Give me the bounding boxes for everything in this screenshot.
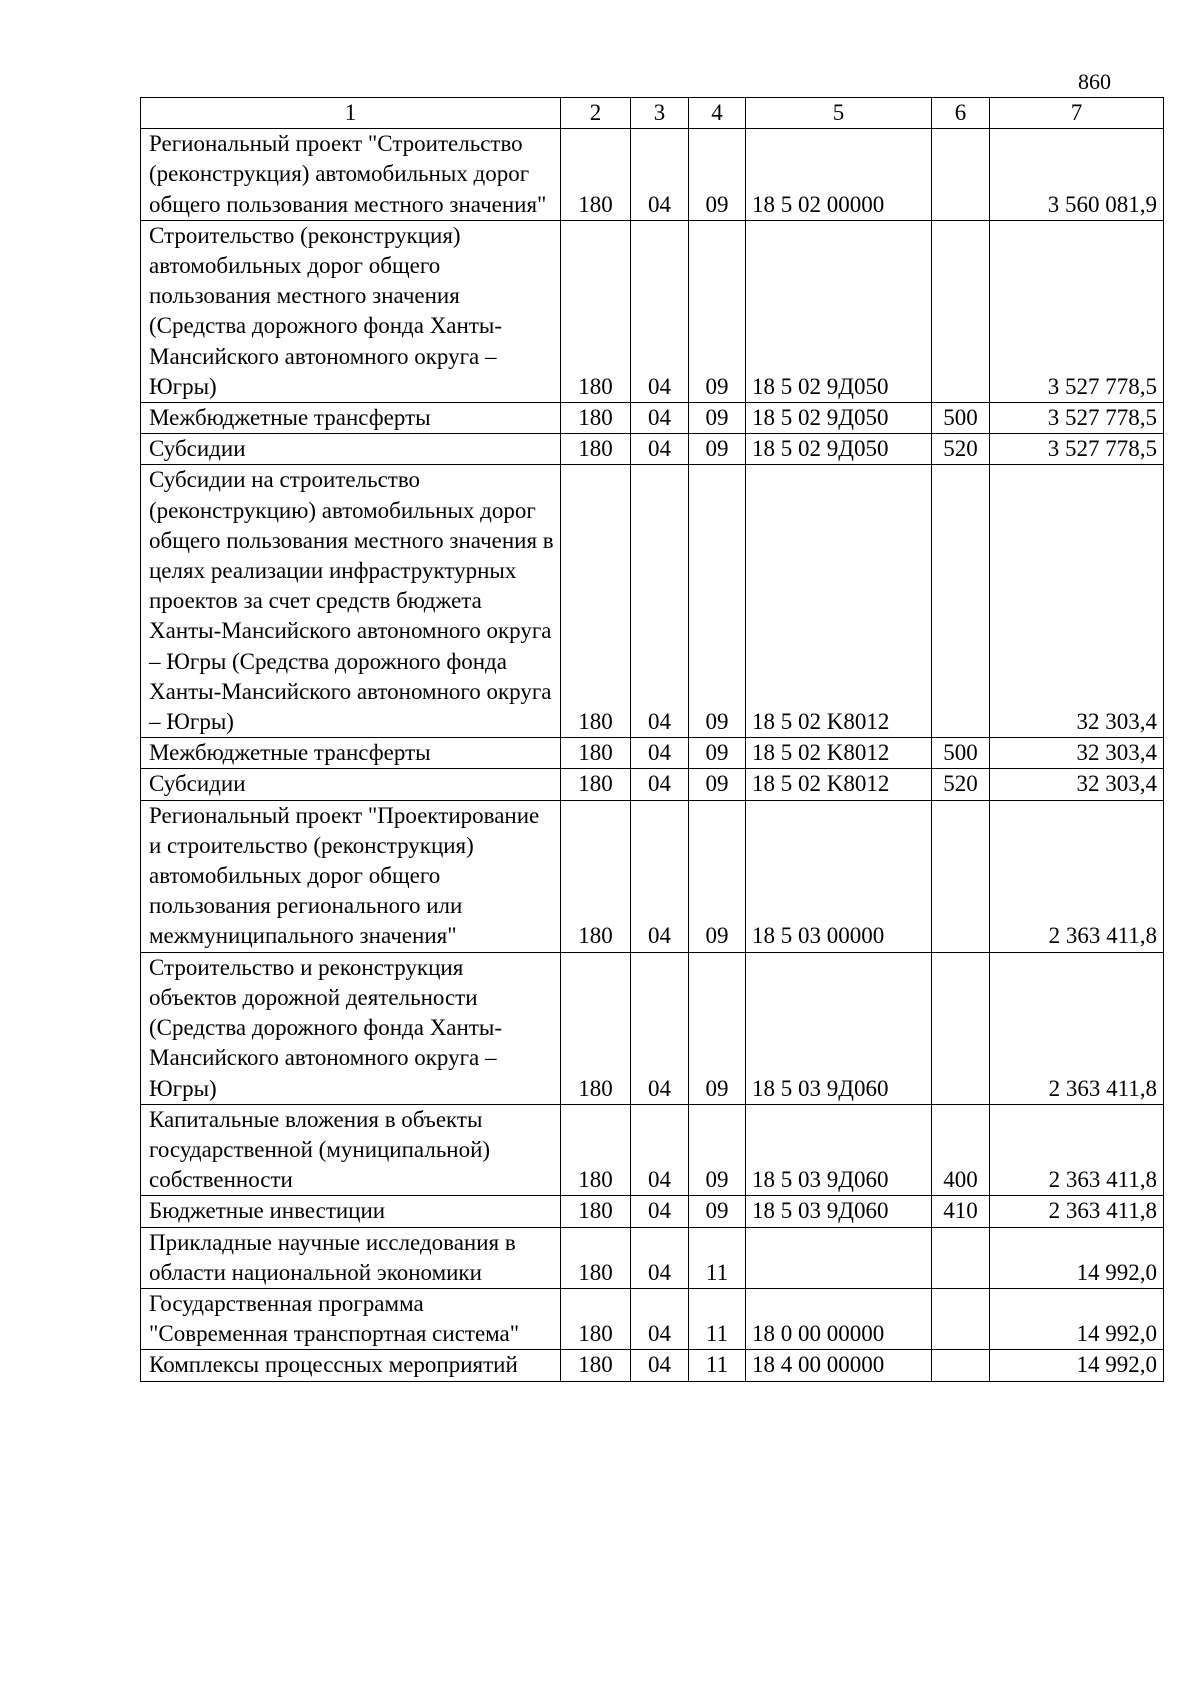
row-rz: 04: [631, 465, 689, 738]
row-name: Межбюджетные трансферты: [141, 403, 561, 434]
row-sum: 3 560 081,9: [990, 129, 1164, 221]
row-pr: 09: [689, 1104, 746, 1196]
row-csr: 18 5 03 9Д060: [746, 1196, 932, 1227]
row-rz: 04: [631, 434, 689, 465]
row-csr: 18 5 02 9Д050: [746, 220, 932, 402]
row-pr: 09: [689, 738, 746, 769]
row-vr: [932, 800, 990, 952]
row-rz: 04: [631, 1350, 689, 1381]
row-ved: 180: [561, 1350, 631, 1381]
row-name: Прикладные научные исследования в области национальной экономики: [141, 1227, 561, 1288]
table-row: [141, 952, 1164, 1104]
row-sum: 32 303,4: [990, 738, 1164, 769]
budget-table: [140, 97, 1164, 1382]
row-pr: 09: [689, 220, 746, 402]
row-rz: 04: [631, 800, 689, 952]
row-pr: 09: [689, 403, 746, 434]
row-csr: 18 5 02 K8012: [746, 465, 932, 738]
row-sum: 2 363 411,8: [990, 1196, 1164, 1227]
row-csr: 18 5 02 00000: [746, 129, 932, 221]
header-row: [141, 98, 1164, 129]
row-pr: 09: [689, 129, 746, 221]
row-sum: 2 363 411,8: [990, 952, 1164, 1104]
row-rz: 04: [631, 129, 689, 221]
header-col-1: 1: [141, 98, 561, 129]
row-vr: [932, 220, 990, 402]
row-pr: 11: [689, 1350, 746, 1381]
row-rz: 04: [631, 1104, 689, 1196]
table-row: [141, 1104, 1164, 1196]
table-row: [141, 800, 1164, 952]
header-col-4: 4: [689, 98, 746, 129]
row-vr: [932, 129, 990, 221]
row-csr: 18 4 00 00000: [746, 1350, 932, 1381]
row-csr: 18 5 03 9Д060: [746, 952, 932, 1104]
table-row: [141, 220, 1164, 402]
row-sum: 3 527 778,5: [990, 434, 1164, 465]
row-name: Субсидии: [141, 434, 561, 465]
row-vr: 520: [932, 769, 990, 800]
row-vr: [932, 1288, 990, 1349]
row-vr: 520: [932, 434, 990, 465]
row-sum: 32 303,4: [990, 465, 1164, 738]
row-csr: 18 5 02 9Д050: [746, 403, 932, 434]
header-col-7: 7: [990, 98, 1164, 129]
row-vr: 500: [932, 738, 990, 769]
table-row: [141, 129, 1164, 221]
row-name: Региональный проект "Строительство (реконструкция) автомобильных дорог общего пользования местного значения": [141, 129, 561, 221]
header-col-2: 2: [561, 98, 631, 129]
row-name: Бюджетные инвестиции: [141, 1196, 561, 1227]
table-row: [141, 1350, 1164, 1381]
row-sum: 2 363 411,8: [990, 1104, 1164, 1196]
row-name: Государственная программа "Современная транспортная система": [141, 1288, 561, 1349]
row-rz: 04: [631, 1227, 689, 1288]
row-ved: 180: [561, 952, 631, 1104]
row-csr: 18 5 02 9Д050: [746, 434, 932, 465]
row-sum: 14 992,0: [990, 1288, 1164, 1349]
row-vr: 500: [932, 403, 990, 434]
row-pr: 09: [689, 1196, 746, 1227]
row-csr: 18 5 03 9Д060: [746, 1104, 932, 1196]
table-row: [141, 738, 1164, 769]
row-csr: 18 5 03 00000: [746, 800, 932, 952]
row-ved: 180: [561, 1227, 631, 1288]
row-rz: 04: [631, 738, 689, 769]
row-rz: 04: [631, 220, 689, 402]
row-ved: 180: [561, 1196, 631, 1227]
row-ved: 180: [561, 220, 631, 402]
row-ved: 180: [561, 800, 631, 952]
page-number: 860: [1078, 69, 1111, 94]
row-sum: 2 363 411,8: [990, 800, 1164, 952]
row-ved: 180: [561, 129, 631, 221]
row-vr: [932, 465, 990, 738]
header-col-5: 5: [746, 98, 932, 129]
table-row: [141, 434, 1164, 465]
table-row: [141, 1196, 1164, 1227]
row-pr: 09: [689, 465, 746, 738]
row-name: Межбюджетные трансферты: [141, 738, 561, 769]
row-sum: 3 527 778,5: [990, 220, 1164, 402]
row-pr: 09: [689, 800, 746, 952]
row-csr: 18 5 02 K8012: [746, 769, 932, 800]
row-sum: 3 527 778,5: [990, 403, 1164, 434]
row-rz: 04: [631, 1196, 689, 1227]
row-ved: 180: [561, 1104, 631, 1196]
row-vr: [932, 952, 990, 1104]
header-col-6: 6: [932, 98, 990, 129]
table-row: [141, 403, 1164, 434]
row-vr: 410: [932, 1196, 990, 1227]
row-vr: [932, 1227, 990, 1288]
row-ved: 180: [561, 403, 631, 434]
table-row: [141, 465, 1164, 738]
table-row: [141, 769, 1164, 800]
row-pr: 09: [689, 434, 746, 465]
row-csr: 18 5 02 K8012: [746, 738, 932, 769]
row-pr: 09: [689, 952, 746, 1104]
row-ved: 180: [561, 1288, 631, 1349]
row-ved: 180: [561, 738, 631, 769]
row-csr: [746, 1227, 932, 1288]
row-vr: [932, 1350, 990, 1381]
row-vr: 400: [932, 1104, 990, 1196]
row-name: Региональный проект "Проектирование и строительство (реконструкция) автомобильных дорог общего пользования регионального или межмуниципального значения": [141, 800, 561, 952]
row-ved: 180: [561, 434, 631, 465]
row-rz: 04: [631, 1288, 689, 1349]
row-rz: 04: [631, 769, 689, 800]
row-pr: 11: [689, 1288, 746, 1349]
table-row: [141, 1227, 1164, 1288]
table-row: [141, 1288, 1164, 1349]
row-name: Субсидии на строительство (реконструкцию) автомобильных дорог общего пользования местного значения в целях реализации инфраструктурных проектов за счет средств бюджета Ханты-Мансийского автономного округа – Югры (Средства дорожного фонда Ханты-Мансийского автономного округа – Югры): [141, 465, 561, 738]
row-name: Строительство (реконструкция) автомобильных дорог общего пользования местного значения (Средства дорожного фонда Ханты-Мансийского автономного округа – Югры): [141, 220, 561, 402]
row-ved: 180: [561, 769, 631, 800]
row-sum: 14 992,0: [990, 1227, 1164, 1288]
header-col-3: 3: [631, 98, 689, 129]
row-sum: 14 992,0: [990, 1350, 1164, 1381]
row-rz: 04: [631, 952, 689, 1104]
row-name: Субсидии: [141, 769, 561, 800]
row-pr: 11: [689, 1227, 746, 1288]
row-ved: 180: [561, 465, 631, 738]
row-name: Строительство и реконструкция объектов дорожной деятельности (Средства дорожного фонда Ханты-Мансийского автономного округа – Югры): [141, 952, 561, 1104]
row-rz: 04: [631, 403, 689, 434]
row-name: Комплексы процессных мероприятий: [141, 1350, 561, 1381]
row-csr: 18 0 00 00000: [746, 1288, 932, 1349]
row-pr: 09: [689, 769, 746, 800]
row-name: Капитальные вложения в объекты государственной (муниципальной) собственности: [141, 1104, 561, 1196]
row-sum: 32 303,4: [990, 769, 1164, 800]
